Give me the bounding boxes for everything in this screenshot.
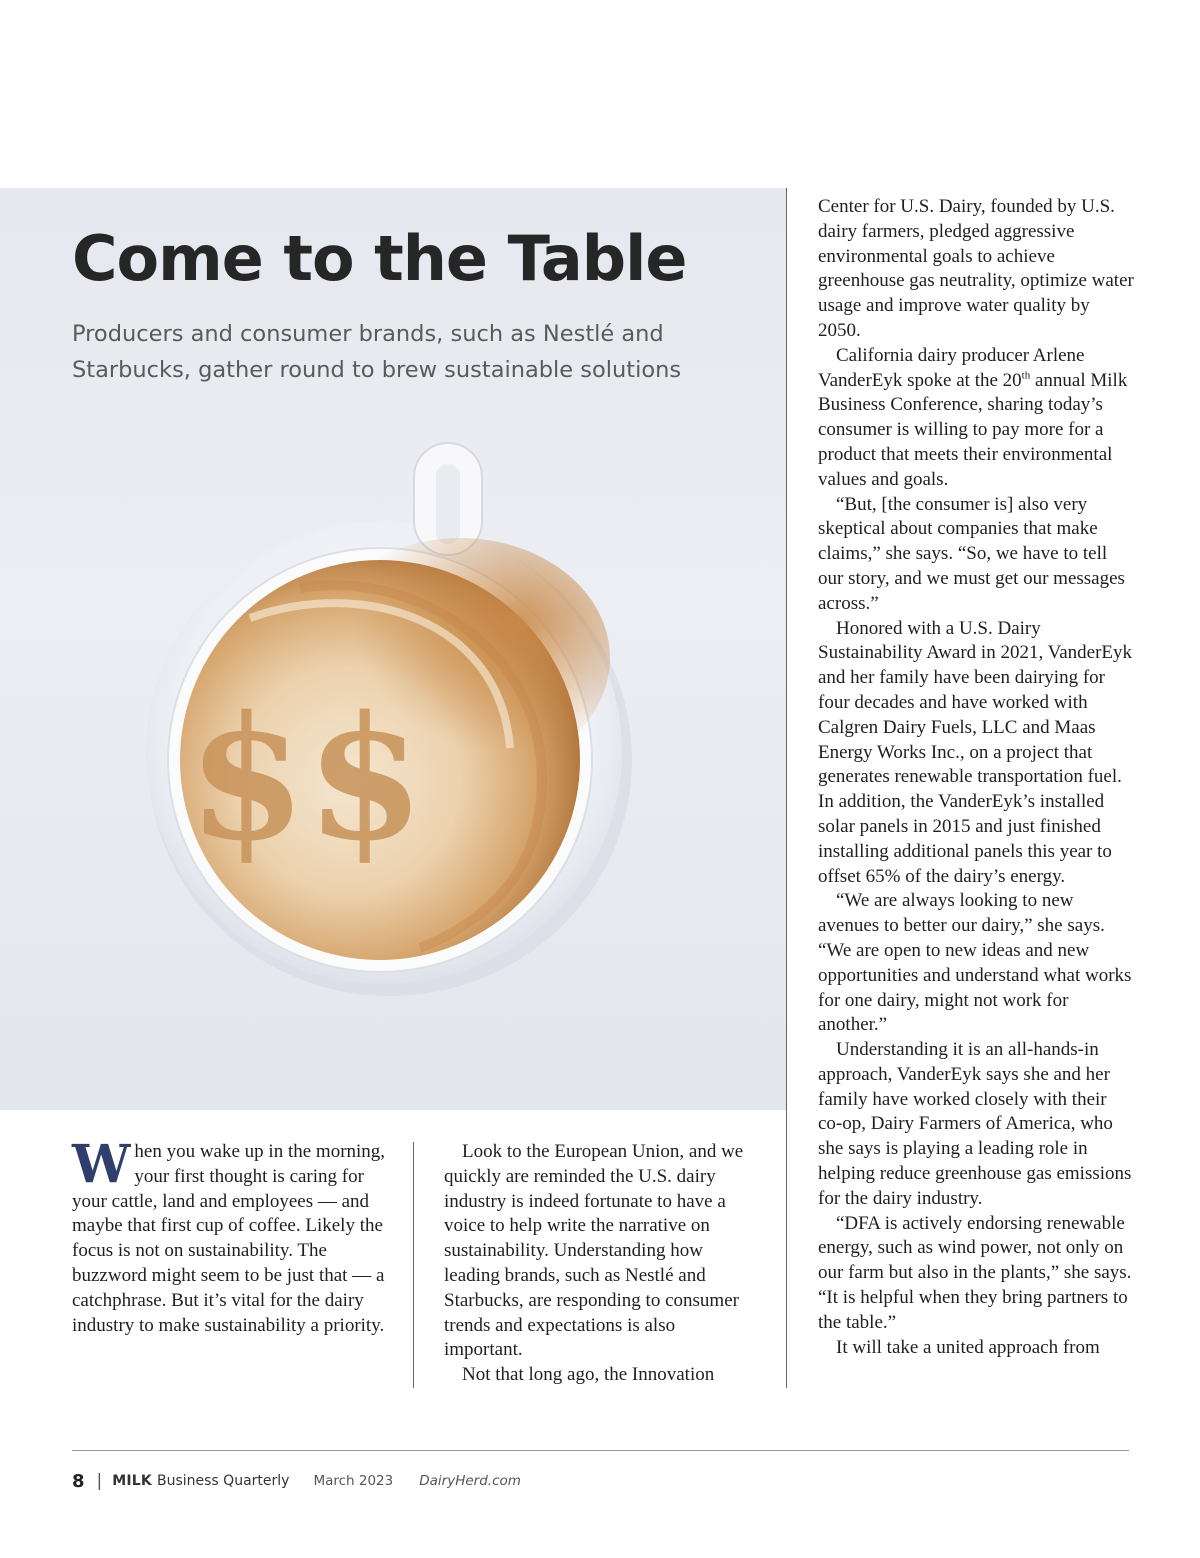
publication-name: Business Quarterly bbox=[156, 1473, 290, 1489]
paragraph: It will take a united approach from bbox=[836, 1336, 1100, 1358]
article-title: Come to the Table bbox=[72, 222, 687, 295]
footer-rule bbox=[72, 1450, 1129, 1451]
article-deck: Producers and consumer brands, such as Nestlé and Starbucks, gather round to brew sustainable solutions bbox=[72, 321, 682, 383]
paragraph: Look to the European Union, and we quickly are reminded the U.S. dairy industry is indeed fortunate to have a voice to help write the narrative on sustainability. Understanding how leading brands, such as Nestlé and Starbucks, are responding to consumer trends and expectations is also important. bbox=[444, 1141, 744, 1361]
body-column-2 bbox=[444, 1140, 756, 1388]
paragraph-text: annual Milk Business Conference, sharing today’s consumer is willing to pay more for a product that meets their environmental values and goals. bbox=[818, 369, 1128, 490]
publication-name-bold: MILK bbox=[112, 1473, 152, 1489]
paragraph: hen you wake up in the morning, your first thought is caring for your cattle, land and employees — and maybe that first cup of coffee. Likely the focus is not on sustainability. The buzzword might seem to be just that — a catchphrase. But it’s vital for the dairy industry to make sustainability a priority. bbox=[72, 1141, 386, 1336]
drop-cap: W bbox=[72, 1134, 131, 1195]
paragraph: “But, [the consumer is] also very skeptical about companies that make claims,” she says. “So, we have to tell our story, and we must get our messages across.” bbox=[818, 493, 1125, 614]
paragraph-text: California dairy producer Arlene VanderEyk spoke at the 20 bbox=[818, 344, 1085, 391]
paragraph: Not that long ago, the Innovation bbox=[462, 1364, 715, 1386]
page-footer bbox=[72, 1467, 521, 1495]
footer-separator: | bbox=[96, 1471, 103, 1491]
page-number: 8 bbox=[72, 1470, 85, 1492]
column-divider bbox=[786, 188, 787, 1388]
paragraph: Center for U.S. Dairy, founded by U.S. dairy farmers, pledged aggressive environmental goals to achieve greenhouse gas neutrality, optimize water usage and improve water quality by 2050. bbox=[818, 196, 1134, 341]
paragraph: “DFA is actively endorsing renewable energy, such as wind power, not only on our farm but also in the plants,” she says. “It is helpful when they bring partners to the table.” bbox=[818, 1212, 1132, 1333]
superscript: th bbox=[1021, 369, 1031, 382]
paragraph: Honored with a U.S. Dairy Sustainability Award in 2021, VanderEyk and her family have been dairying for four decades and have worked with Calgren Dairy Fuels, LLC and Maas Energy Works Inc., on a project that generates renewable transportation fuel. In addition, the VanderEyk’s installed solar panels in 2015 and just finished installing additional panels this year to offset 65% of the dairy’s energy. bbox=[818, 617, 1133, 887]
paragraph: Understanding it is an all-hands-in approach, VanderEyk says she and her family have worked closely with their co-op, Dairy Farmers of America, who she says is playing a leading role in helping reduce greenhouse gas emissions for the dairy industry. bbox=[818, 1039, 1132, 1209]
latte-art-dollars: $$ bbox=[187, 679, 425, 879]
issue-date: March 2023 bbox=[313, 1473, 394, 1489]
body-column-1 bbox=[72, 1134, 390, 1338]
paragraph: “We are always looking to new avenues to better our dairy,” she says. “We are open to new ideas and new opportunities and understand what works for one dairy, might not work for another.” bbox=[818, 890, 1132, 1036]
website-link[interactable]: DairyHerd.com bbox=[419, 1473, 521, 1489]
column-divider bbox=[413, 1142, 414, 1388]
paragraph bbox=[818, 344, 1134, 493]
body-column-3 bbox=[818, 195, 1134, 1360]
